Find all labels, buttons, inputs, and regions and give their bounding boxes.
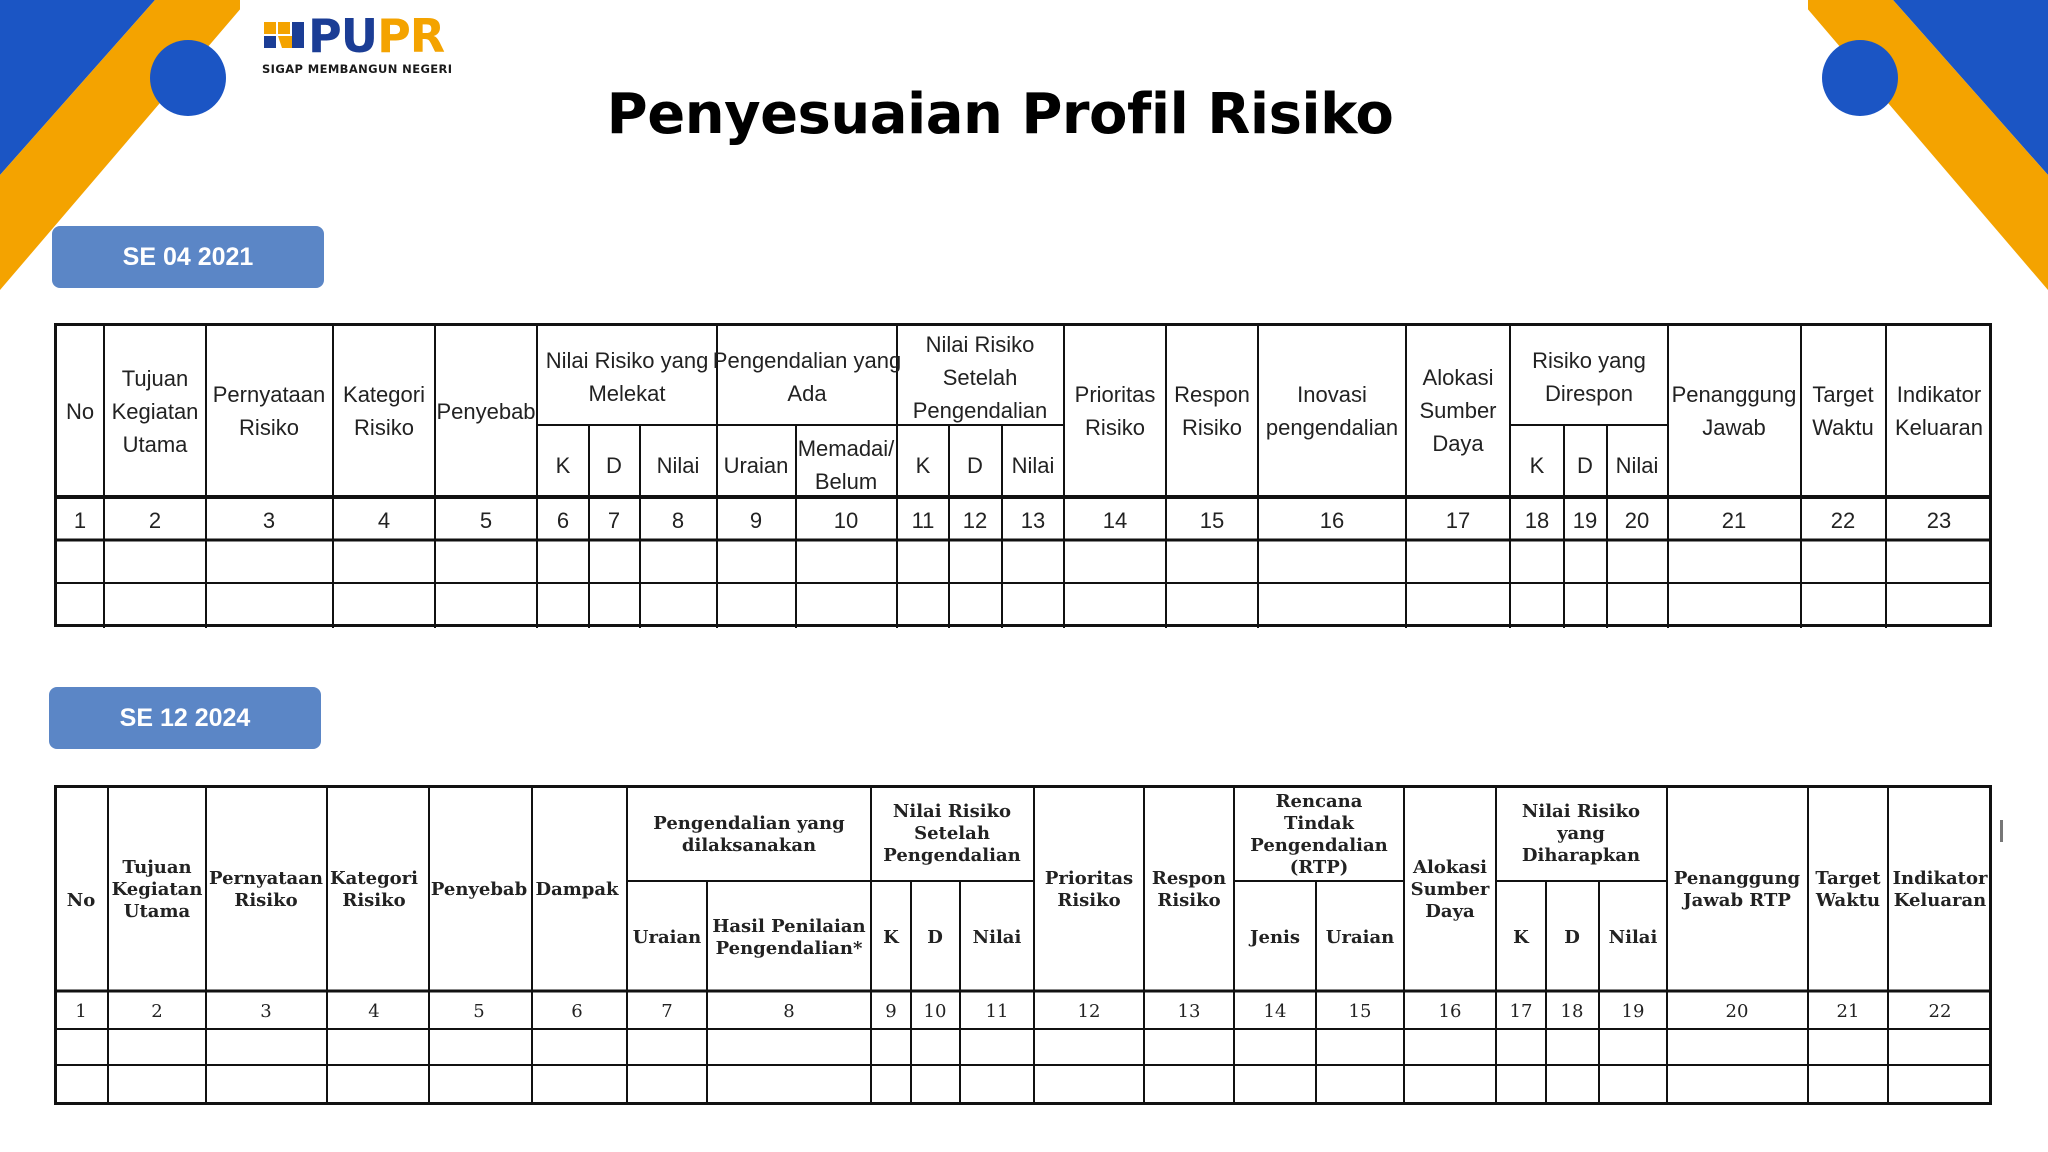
page-title: Penyesuaian Profil Risiko: [606, 82, 1394, 147]
col-number: 13: [1020, 508, 1046, 533]
col-number: 15: [1199, 508, 1225, 533]
col-header-kategori-2: Risiko: [342, 890, 406, 911]
col-header-target-1: Target: [1815, 868, 1881, 889]
col-header-kategori-1: Kategori: [330, 868, 418, 889]
col-header-nilai-setelah-1: Nilai Risiko: [925, 332, 1035, 357]
col-header-diharapkan-2: yang: [1557, 823, 1605, 844]
col-number: 8: [671, 508, 685, 533]
sub-header-k: K: [915, 453, 931, 478]
sub-header-hasil-2: Pengendalian*: [715, 938, 863, 959]
col-header-kategori-1: Kategori: [343, 382, 425, 407]
col-header-pengendalian-ada-1: Pengendalian yang: [712, 348, 902, 373]
col-number: 1: [75, 1001, 87, 1022]
col-number: 1: [73, 508, 87, 533]
sub-header-k: K: [1529, 453, 1545, 478]
col-header-direspon-2: Direspon: [1544, 381, 1634, 406]
table-header: [66, 332, 1983, 494]
table-header: [67, 791, 1988, 959]
col-number: 5: [473, 1001, 485, 1022]
table-grid: [54, 785, 1992, 1105]
corner-decoration-right: [1808, 0, 2048, 300]
col-header-respon-1: Respon: [1174, 382, 1250, 407]
sub-header-nilai: Nilai: [1615, 453, 1659, 478]
col-number: 21: [1836, 1001, 1860, 1022]
col-header-prioritas-1: Prioritas: [1074, 382, 1156, 407]
col-number: 2: [151, 1001, 163, 1022]
col-header-prioritas-1: Prioritas: [1044, 868, 1134, 889]
col-header-pengendalian-ada-2: Ada: [787, 381, 827, 406]
sub-header-d: D: [1564, 927, 1580, 948]
col-header-diharapkan-1: Nilai Risiko: [1521, 801, 1641, 822]
col-number: 9: [885, 1001, 897, 1022]
col-header-inovasi-1: Inovasi: [1297, 382, 1367, 407]
col-number: 5: [479, 508, 493, 533]
col-header-penanggung-2: Jawab RTP: [1683, 890, 1791, 911]
col-number: 14: [1102, 508, 1128, 533]
col-number: 12: [1077, 1001, 1101, 1022]
sub-header-k: K: [1513, 927, 1529, 948]
col-header-respon-2: Risiko: [1182, 415, 1242, 440]
col-header-tujuan-3: Utama: [122, 432, 188, 457]
col-header-target-1: Target: [1812, 382, 1874, 407]
col-number: 9: [749, 508, 763, 533]
col-header-nilai-melekat-2: Melekat: [588, 381, 666, 406]
col-number: 10: [833, 508, 859, 533]
col-header-alokasi-3: Daya: [1432, 431, 1484, 456]
col-number: 21: [1721, 508, 1747, 533]
col-header-target-2: Waktu: [1815, 890, 1881, 911]
col-number: 4: [377, 508, 391, 533]
col-header-tujuan-1: Tujuan: [122, 857, 192, 878]
col-number: 18: [1524, 508, 1550, 533]
col-number: 15: [1348, 1001, 1372, 1022]
col-header-rtp-2: Tindak: [1283, 813, 1355, 834]
col-header-nilai-setelah-2: Setelah: [942, 365, 1018, 390]
pupr-emblem-icon: [262, 16, 306, 56]
col-number: 19: [1572, 508, 1598, 533]
risk-profile-table-2024: [54, 785, 1992, 1105]
column-number-row: [75, 1001, 1951, 1022]
col-header-alokasi-1: Alokasi: [1422, 365, 1494, 390]
col-number: 20: [1725, 1001, 1749, 1022]
col-header-inovasi-2: pengendalian: [1265, 415, 1399, 440]
col-header-kategori-2: Risiko: [354, 415, 414, 440]
col-header-respon-2: Risiko: [1157, 890, 1221, 911]
col-header-nilai-setelah-2: Setelah: [914, 823, 990, 844]
col-header-rtp-1: Rencana: [1275, 791, 1363, 812]
col-number: 19: [1621, 1001, 1645, 1022]
col-number: 11: [911, 508, 935, 533]
col-number: 18: [1560, 1001, 1584, 1022]
sub-header-d: D: [606, 453, 622, 478]
col-header-tujuan-3: Utama: [123, 901, 191, 922]
col-number: 10: [923, 1001, 947, 1022]
col-header-prioritas-2: Risiko: [1085, 415, 1145, 440]
col-header-penanggung-1: Penanggung: [1673, 868, 1801, 889]
col-number: 22: [1830, 508, 1856, 533]
col-header-respon-1: Respon: [1151, 868, 1227, 889]
col-header-indikator-2: Keluaran: [1893, 890, 1987, 911]
col-number: 6: [556, 508, 570, 533]
col-number: 11: [985, 1001, 1009, 1022]
col-number: 7: [661, 1001, 673, 1022]
col-number: 2: [148, 508, 162, 533]
section-badge-se-04-2021: SE 04 2021: [52, 226, 324, 288]
col-header-pengendalian-1: Pengendalian yang: [653, 813, 845, 834]
col-number: 13: [1177, 1001, 1201, 1022]
col-number: 3: [262, 508, 276, 533]
col-header-rtp-3: Pengendalian: [1250, 835, 1388, 856]
col-header-pernyataan-1: Pernyataan: [212, 382, 326, 407]
sub-header-d: D: [967, 453, 983, 478]
col-header-tujuan-2: Kegiatan: [111, 879, 203, 900]
col-header-rtp-4: (RTP): [1289, 857, 1349, 878]
col-header-penanggung-1: Penanggung: [1671, 382, 1797, 407]
col-header-indikator-1: Indikator: [1892, 868, 1988, 889]
sub-header-d: D: [1577, 453, 1593, 478]
col-number: 23: [1926, 508, 1952, 533]
col-number: 17: [1509, 1001, 1533, 1022]
col-number: 8: [783, 1001, 795, 1022]
col-header-nilai-setelah-3: Pengendalian: [912, 398, 1048, 423]
sub-header-nilai: Nilai: [1608, 927, 1658, 948]
col-number: 22: [1928, 1001, 1952, 1022]
sub-header-uraian: Uraian: [1325, 927, 1395, 948]
col-header-nilai-setelah-3: Pengendalian: [883, 845, 1021, 866]
column-number-row: [74, 508, 1951, 533]
col-number: 7: [607, 508, 621, 533]
col-header-penanggung-2: Jawab: [1702, 415, 1766, 440]
pupr-logo: [262, 9, 462, 76]
col-number: 17: [1445, 508, 1471, 533]
col-header-penyebab: Penyebab: [436, 399, 536, 424]
col-header-pernyataan-2: Risiko: [234, 890, 298, 911]
col-header-dampak: Dampak: [535, 879, 619, 900]
section-badge-se-12-2024: SE 12 2024: [49, 687, 321, 749]
text-cursor-mark: [2000, 820, 2003, 842]
col-number: 16: [1438, 1001, 1462, 1022]
col-header-tujuan-1: Tujuan: [121, 366, 189, 391]
col-header-penyebab: Penyebab: [430, 879, 528, 900]
risk-profile-table-2021: [54, 323, 1992, 628]
col-header-alokasi-1: Alokasi: [1413, 857, 1487, 878]
logo-wordmark: PUPR: [308, 9, 445, 63]
sub-header-hasil-1: Hasil Penilaian: [712, 916, 866, 937]
col-header-tujuan-2: Kegiatan: [111, 399, 199, 424]
sub-header-memadai-2: Belum: [814, 469, 878, 494]
sub-header-k: K: [883, 927, 899, 948]
logo-tagline: SIGAP MEMBANGUN NEGERI: [262, 62, 453, 76]
col-header-pernyataan-1: Pernyataan: [209, 868, 323, 889]
col-header-nilai-melekat-1: Nilai Risiko yang: [545, 348, 709, 373]
col-number: 20: [1624, 508, 1650, 533]
sub-header-d: D: [927, 927, 943, 948]
col-number: 3: [260, 1001, 272, 1022]
sub-header-jenis: Jenis: [1249, 927, 1301, 948]
col-number: 4: [368, 1001, 380, 1022]
sub-header-uraian: Uraian: [723, 453, 789, 478]
col-header-target-2: Waktu: [1812, 415, 1874, 440]
col-number: 6: [571, 1001, 583, 1022]
sub-header-memadai-1: Memadai/: [797, 436, 895, 461]
col-header-alokasi-2: Sumber: [1419, 398, 1497, 423]
col-header-indikator-2: Keluaran: [1894, 415, 1984, 440]
col-header-diharapkan-3: Diharapkan: [1521, 845, 1641, 866]
col-header-prioritas-2: Risiko: [1057, 890, 1121, 911]
col-header-pengendalian-2: dilaksanakan: [681, 835, 817, 856]
col-header-alokasi-2: Sumber: [1410, 879, 1490, 900]
col-header-no: No: [65, 399, 95, 424]
col-number: 14: [1263, 1001, 1287, 1022]
sub-header-nilai: Nilai: [1011, 453, 1055, 478]
col-header-direspon-1: Risiko yang: [1532, 348, 1646, 373]
sub-header-k: K: [555, 453, 571, 478]
col-number: 12: [962, 508, 988, 533]
col-header-nilai-setelah-1: Nilai Risiko: [892, 801, 1012, 822]
col-header-indikator-1: Indikator: [1896, 382, 1982, 407]
sub-header-nilai: Nilai: [972, 927, 1022, 948]
col-header-pernyataan-2: Risiko: [239, 415, 299, 440]
col-header-alokasi-3: Daya: [1425, 901, 1475, 922]
sub-header-nilai: Nilai: [656, 453, 700, 478]
sub-header-uraian: Uraian: [632, 927, 702, 948]
col-header-no: No: [66, 890, 96, 911]
col-number: 16: [1319, 508, 1345, 533]
